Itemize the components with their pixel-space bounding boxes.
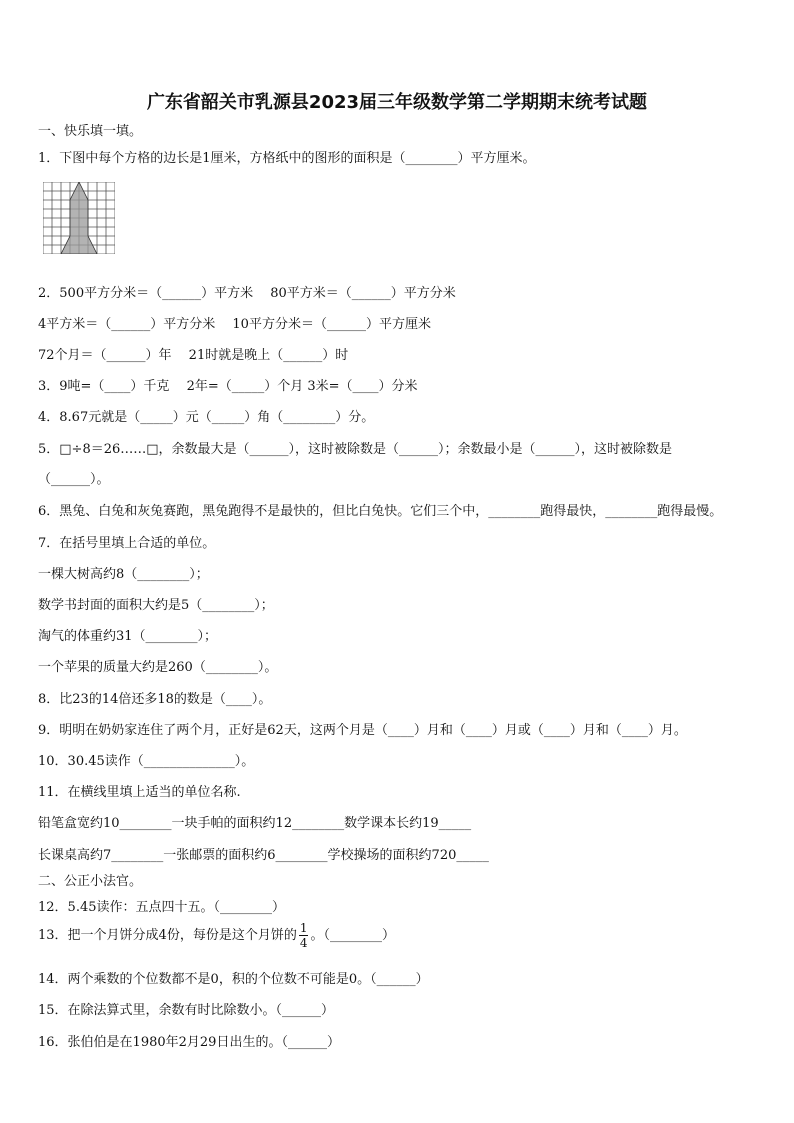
question-5-line-2: （______）。	[38, 472, 110, 487]
question-14: 14．两个乘数的个位数都不是0，积的个位数不可能是0。（______）	[38, 972, 429, 987]
question-1: 1．下图中每个方格的边长是1厘米，方格纸中的图形的面积是（________）平方厘米。	[38, 151, 536, 166]
question-11: 11．在横线里填上适当的单位名称.	[38, 785, 241, 800]
question-5-line-1: 5．□÷8＝26……□，余数最大是（______），这时被除数是（______）；余数最小是（______），这时被除数是	[38, 442, 673, 457]
question-7-item-1: 一棵大树高约8（________）；	[38, 567, 209, 582]
grid-figure	[43, 182, 115, 254]
question-6: 6．黑兔、白兔和灰兔赛跑，黑兔跑得不是最快的，但比白兔快。它们三个中，________跑得最快，________跑得最慢。	[38, 504, 723, 519]
question-7-item-2: 数学书封面的面积大约是5（________）；	[38, 598, 274, 613]
question-7-item-3: 淘气的体重约31（________）；	[38, 629, 218, 644]
question-15: 15．在除法算式里，余数有时比除数小。（______）	[38, 1003, 335, 1018]
question-2-line-2: 4平方米＝（______）平方分米 10平方分米＝（______）平方厘米	[38, 317, 431, 332]
question-8: 8．比23的14倍还多18的数是（____）。	[38, 692, 272, 707]
question-11-line-1: 铅笔盒宽约10________一块手帕的面积约12________数学课本长约19_____	[38, 816, 472, 831]
fraction-one-quarter	[299, 922, 309, 949]
question-13	[38, 922, 395, 949]
page-title: 广东省韶关市乳源县2023届三年级数学第二学期期末统考试题	[146, 92, 648, 113]
question-13-text: 13．把一个月饼分成4份，每份是这个月饼的	[38, 928, 297, 943]
fraction-denominator: 4	[299, 936, 308, 950]
question-12: 12．5.45读作：五点四十五。（________）	[38, 900, 285, 915]
section-heading-2: 二、公正小法官。	[38, 874, 143, 889]
fraction-numerator: 1	[299, 921, 308, 935]
question-11-line-2: 长课桌高约7________一张邮票的面积约6________学校操场的面积约720_____	[38, 848, 489, 863]
question-13-answer: 。（________）	[310, 928, 395, 943]
question-2-line-3: 72个月＝（______）年 21时就是晚上（______）时	[38, 348, 349, 363]
question-7: 7．在括号里填上合适的单位。	[38, 536, 216, 551]
question-9: 9．明明在奶奶家连住了两个月，正好是62天，这两个月是（____）月和（____）月或（____）月和（____）月。	[38, 723, 687, 738]
section-heading-1: 一、快乐填一填。	[38, 124, 143, 139]
question-2-line-1: 2．500平方分米＝（______）平方米 80平方米＝（______）平方分米	[38, 286, 456, 301]
question-4: 4．8.67元就是（_____）元（_____）角（________）分。	[38, 410, 375, 425]
question-3: 3．9吨=（____）千克 2年=（_____）个月 3米=（____）分米	[38, 379, 418, 394]
question-7-item-4: 一个苹果的质量大约是260（________）。	[38, 660, 278, 675]
question-16: 16．张伯伯是在1980年2月29日出生的。（______）	[38, 1035, 340, 1050]
question-10: 10．30.45读作（______________）。	[38, 754, 255, 769]
